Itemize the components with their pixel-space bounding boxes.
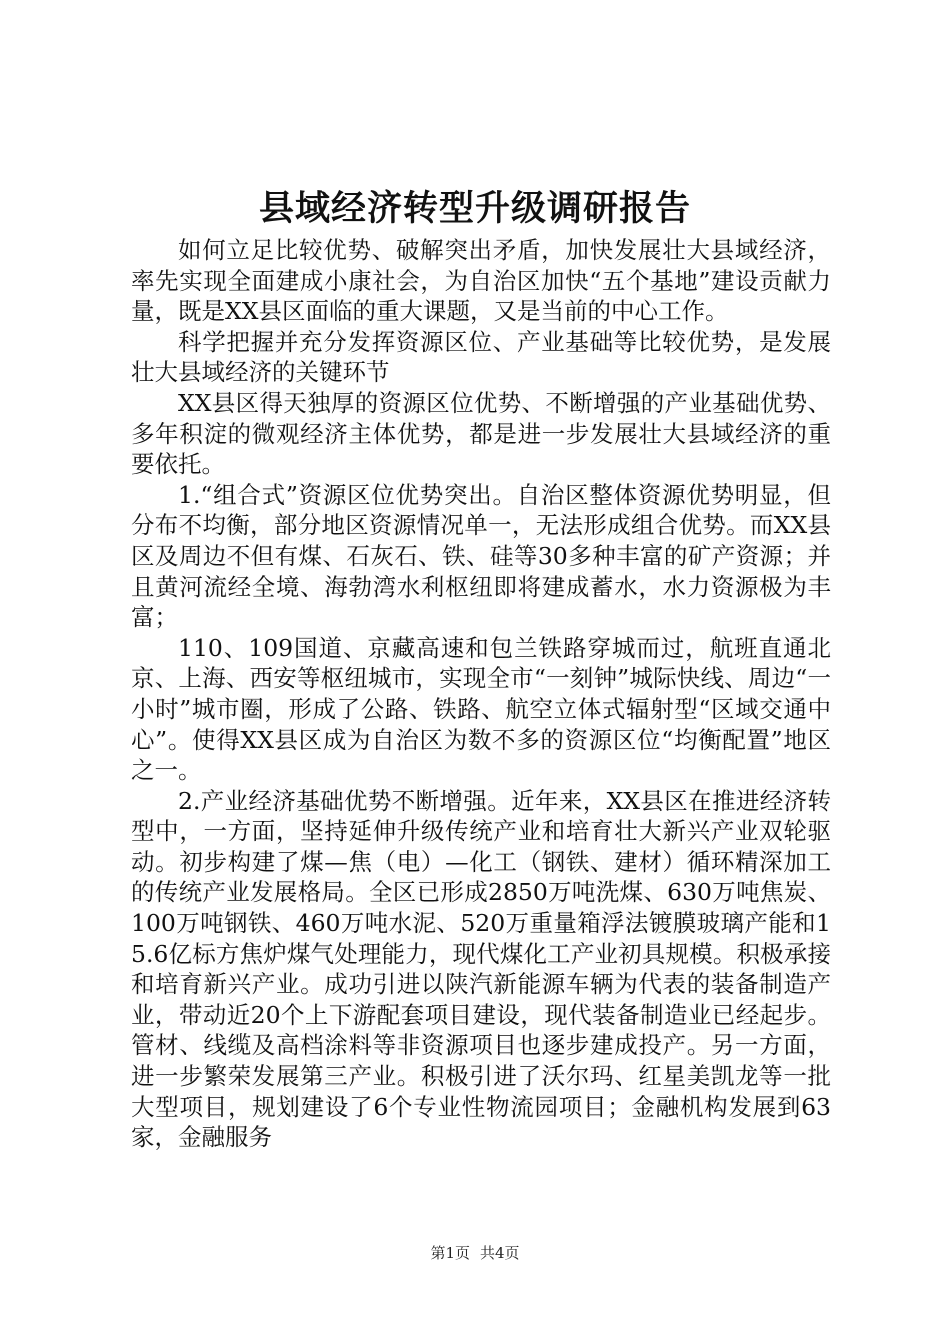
paragraph: XX县区得天独厚的资源区位优势、不断增强的产业基础优势、多年积淀的微观经济主体优势，都是进一步发展壮大县域经济的重要依托。 [131,388,831,479]
paragraph: 2.产业经济基础优势不断增强。近年来，XX县区在推进经济转型中，一方面，坚持延伸升级传统产业和培育壮大新兴产业双轮驱动。初步构建了煤—焦（电）—化工（钢铁、建材）循环精深加工的传统产业发展格局。全区已形成2850万吨洗煤、630万吨焦炭、100万吨钢铁、460万吨水泥、520万重量箱浮法镀膜玻璃产能和15.6亿标方焦炉煤气处理能力，现代煤化工产业初具规模。积极承接和培育新兴产业。成功引进以陕汽新能源车辆为代表的装备制造产业，带动近20个上下游配套项目建设，现代装备制造业已经起步。管材、线缆及高档涂料等非资源项目也逐步建成投产。另一方面，进一步繁荣发展第三产业。积极引进了沃尔玛、红星美凯龙等一批大型项目，规划建设了6个专业性物流园项目；金融机构发展到63家，金融服务 [131,786,831,1152]
paragraph: 110、109国道、京藏高速和包兰铁路穿城而过，航班直通北京、上海、西安等枢纽城市，实现全市“一刻钟”城际快线、周边“一小时”城市圈，形成了公路、铁路、航空立体式辐射型“区域交通中心”。使得XX县区成为自治区为数不多的资源区位“均衡配置”地区之一。 [131,633,831,785]
page-number-current: 第1页 [430,1244,470,1262]
page-footer [0,1243,950,1263]
paragraph: 如何立足比较优势、破解突出矛盾，加快发展壮大县域经济，率先实现全面建成小康社会，为自治区加快“五个基地”建设贡献力量，既是XX县区面临的重大课题，又是当前的中心工作。 [131,236,831,326]
page-number-total: 共4页 [480,1244,520,1262]
paragraph: 1.“组合式”资源区位优势突出。自治区整体资源优势明显，但分布不均衡，部分地区资源情况单一，无法形成组合优势。而XX县区及周边不但有煤、石灰石、铁、硅等30多种丰富的矿产资源；并且黄河流经全境、海勃湾水利枢纽即将建成蓄水，水力资源极为丰富； [131,480,831,632]
document-body [131,235,831,1153]
paragraph: 科学把握并充分发挥资源区位、产业基础等比较优势，是发展壮大县域经济的关键环节 [131,327,831,387]
document-title: 县域经济转型升级调研报告 [258,188,691,229]
